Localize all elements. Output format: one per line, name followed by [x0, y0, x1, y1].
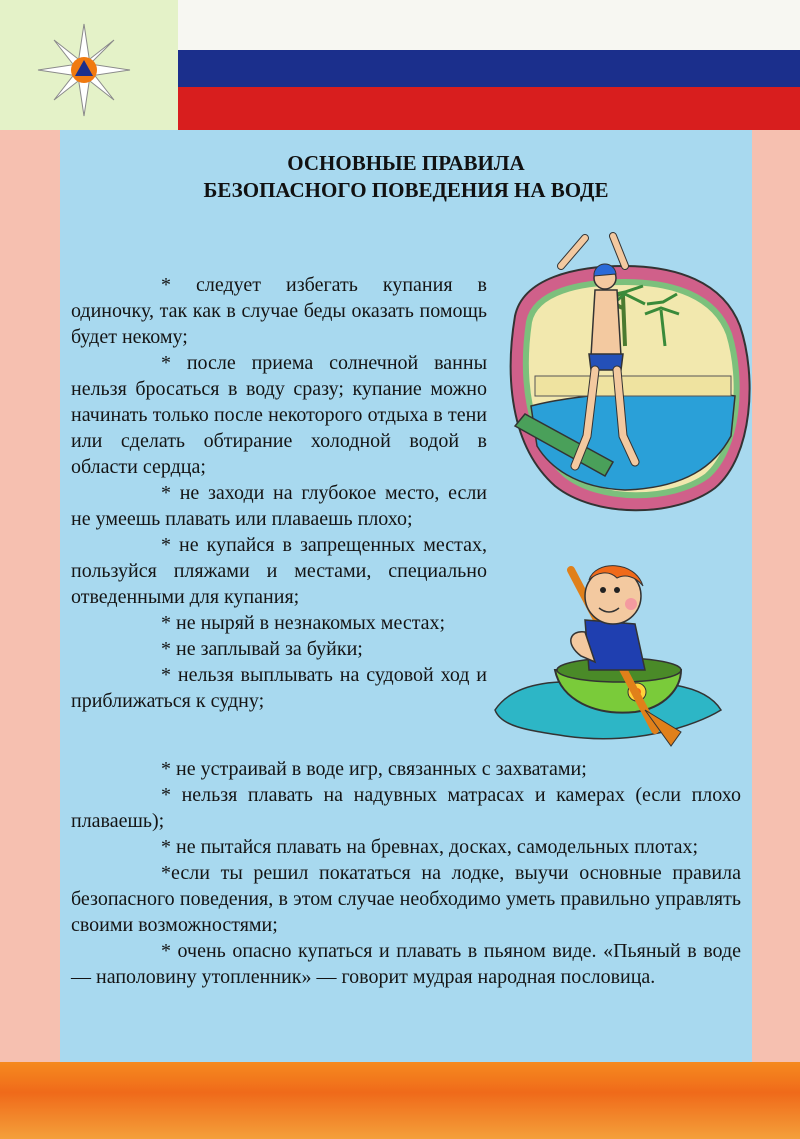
rule-item: * нельзя плавать на надувных матрасах и камерах (если плохо плаваешь);: [71, 784, 741, 832]
rule-item: * не ныряй в незнакомых местах;: [161, 612, 446, 634]
flag-stripe-white: [178, 0, 800, 50]
flag-stripe-blue: [178, 50, 800, 87]
diving-boy-illustration: [495, 226, 757, 516]
rules-panel: [60, 130, 752, 1062]
title-line-1: ОСНОВНЫЕ ПРАВИЛА: [287, 151, 525, 175]
page-title: [60, 150, 752, 204]
flag-stripe-red: [178, 87, 800, 130]
rule-item: * нельзя выплывать на судовой ход и приближаться к судну;: [71, 664, 487, 712]
rules-list-top: [71, 272, 487, 714]
rule-item: * после приема солнечной ванны нельзя бросаться в воду сразу; купание можно начинать только после некоторого отдыха в тени или сделать обтирание холодной водой в области сердца;: [71, 352, 487, 478]
rule-item: * не устраивай в воде игр, связанных с захватами;: [161, 758, 587, 780]
rule-item: * не купайся в запрещенных местах, пользуйся пляжами и местами, специально отведенными для купания;: [71, 534, 487, 608]
emergency-star-emblem-icon: [36, 22, 132, 118]
rule-item: * не заходи на глубокое место, если не умеешь плавать или плаваешь плохо;: [71, 482, 487, 530]
boy-in-boat-illustration: [485, 560, 725, 750]
rule-item: * не пытайся плавать на бревнах, досках, самодельных плотах;: [161, 836, 699, 858]
title-line-2: БЕЗОПАСНОГО ПОВЕДЕНИЯ НА ВОДЕ: [203, 178, 609, 202]
rule-item: * не заплывай за буйки;: [161, 638, 363, 660]
rules-list-bottom: [71, 756, 741, 990]
rule-item: *если ты решил покататься на лодке, выучи основные правила безопасного поведения, в этом случае необходимо уметь правильно управлять своими возможностями;: [71, 862, 741, 936]
footer-orange-band: [0, 1062, 800, 1139]
rule-item: * следует избегать купания в одиночку, так как в случае беды оказать помощь будет некому;: [71, 274, 487, 348]
rule-item: * очень опасно купаться и плавать в пьяном виде. «Пьяный в воде — наполовину утопленник» — говорит мудрая народная пословица.: [71, 940, 741, 988]
